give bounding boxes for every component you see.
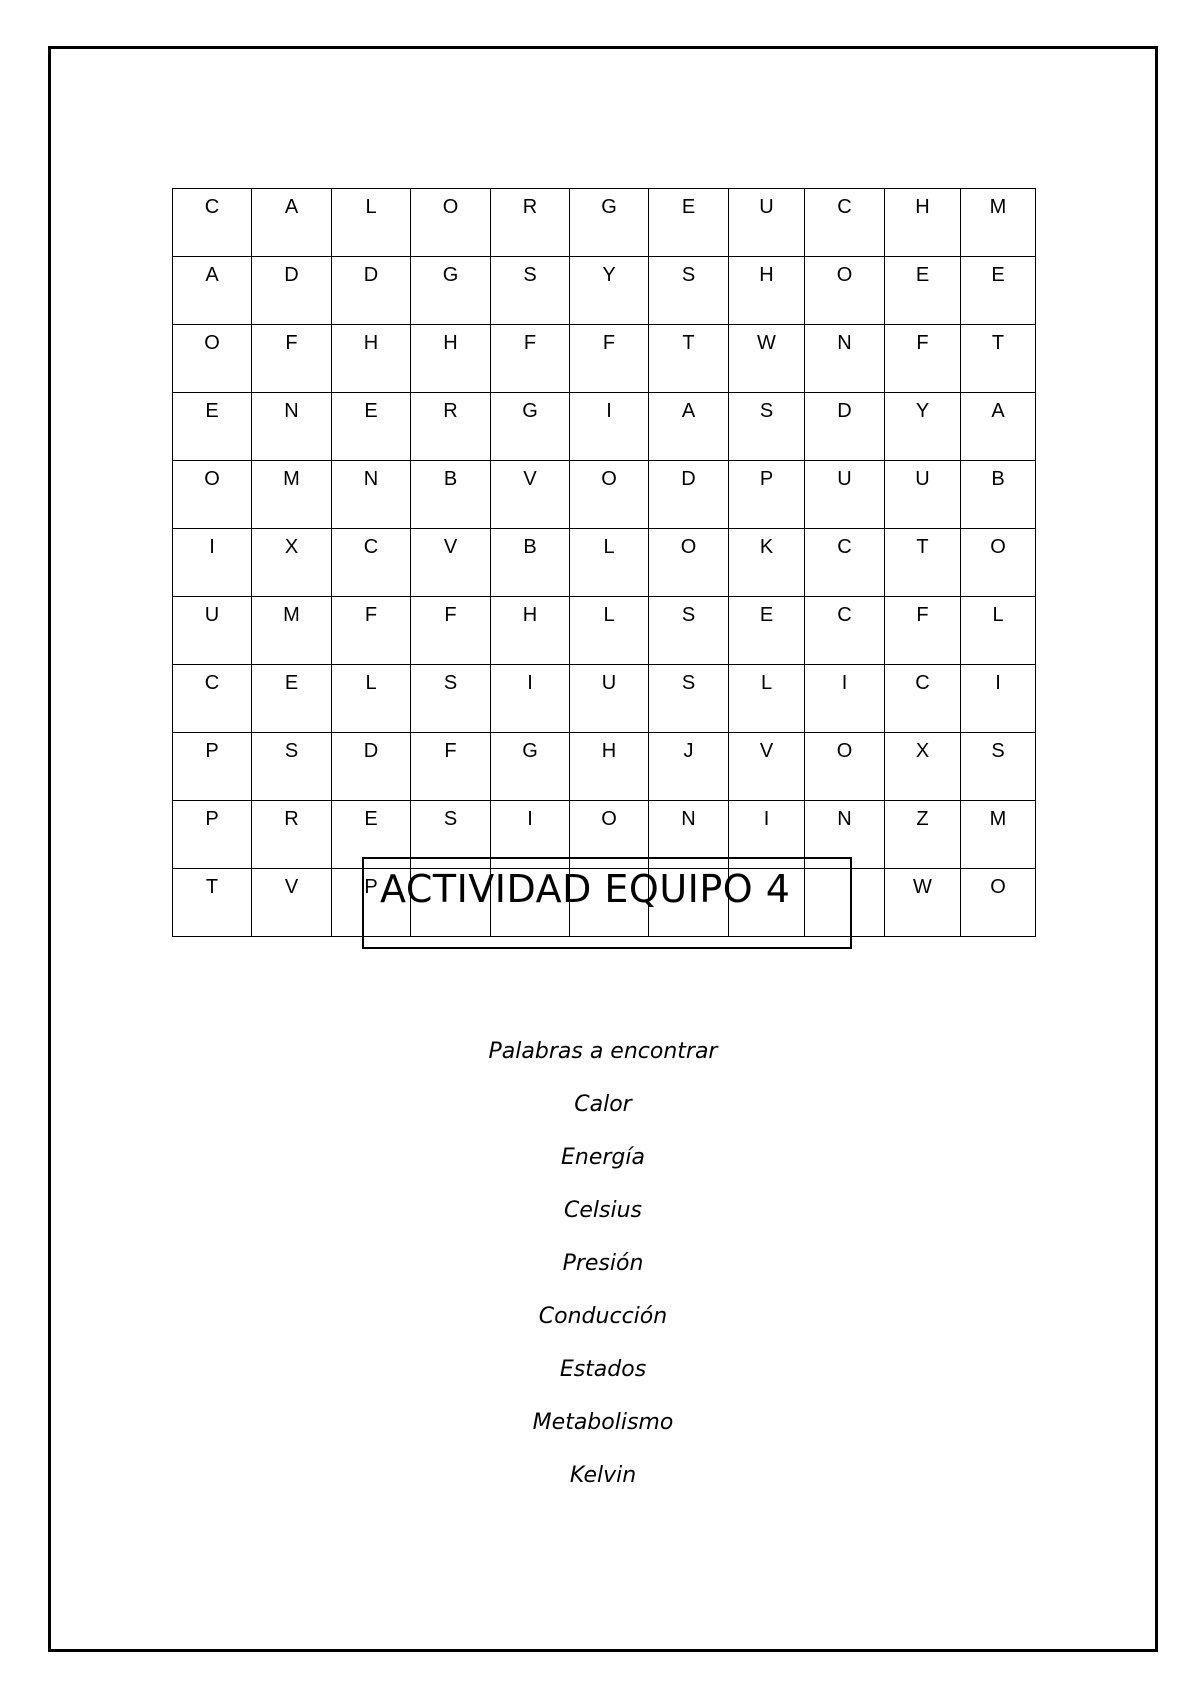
- grid-letter: C: [915, 672, 930, 694]
- grid-letter: F: [916, 332, 929, 354]
- grid-cell: [252, 257, 332, 325]
- grid-letter: T: [682, 332, 695, 354]
- grid-letter: P: [205, 808, 219, 830]
- grid-cell: [729, 665, 805, 733]
- grid-letter: O: [990, 536, 1006, 558]
- grid-cell: [885, 189, 961, 257]
- grid-letter: H: [759, 264, 774, 286]
- grid-letter: O: [601, 808, 617, 830]
- grid-letter: S: [284, 740, 299, 762]
- grid-cell: [885, 801, 961, 869]
- grid-cell: [411, 189, 491, 257]
- grid-letter: O: [990, 876, 1006, 898]
- grid-letter: U: [837, 468, 852, 490]
- grid-letter: N: [284, 400, 299, 422]
- grid-cell: [173, 529, 252, 597]
- grid-letter: F: [364, 604, 378, 626]
- grid-letter: L: [992, 604, 1004, 626]
- grid-letter: E: [364, 808, 378, 830]
- grid-cell: [411, 529, 491, 597]
- grid-cell: [885, 393, 961, 461]
- grid-letter: L: [603, 604, 615, 626]
- grid-cell: [570, 597, 649, 665]
- grid-cell: [411, 257, 491, 325]
- word-item: Calor: [574, 1092, 632, 1117]
- grid-letter: P: [759, 468, 774, 490]
- word-item: Estados: [559, 1357, 647, 1382]
- grid-cell: [173, 393, 252, 461]
- word-item: Kelvin: [569, 1463, 637, 1488]
- grid-letter: R: [522, 196, 538, 218]
- grid-cell: [885, 461, 961, 529]
- grid-cell: [805, 325, 885, 393]
- grid-cell: [332, 257, 411, 325]
- grid-letter: L: [760, 672, 773, 694]
- grid-cell: [961, 665, 1036, 733]
- grid-letter: I: [606, 400, 612, 422]
- grid-cell: [570, 393, 649, 461]
- grid-letter: S: [681, 672, 696, 694]
- grid-cell: [332, 393, 411, 461]
- grid-cell: [961, 257, 1036, 325]
- grid-letter: G: [442, 264, 459, 286]
- grid-row: [173, 461, 1036, 529]
- grid-cell: [491, 529, 570, 597]
- grid-cell: [252, 393, 332, 461]
- grid-cell: [649, 393, 729, 461]
- grid-cell: [805, 597, 885, 665]
- grid-cell: [649, 733, 729, 801]
- grid-row: [173, 665, 1036, 733]
- grid-cell: [961, 393, 1036, 461]
- grid-letter: L: [365, 196, 377, 218]
- grid-cell: [411, 665, 491, 733]
- grid-cell: [252, 461, 332, 529]
- grid-letter: I: [527, 672, 533, 694]
- grid-cell: [491, 189, 570, 257]
- grid-cell: [570, 461, 649, 529]
- grid-letter: D: [837, 400, 852, 422]
- grid-cell: [729, 597, 805, 665]
- grid-letter: E: [991, 264, 1005, 286]
- grid-cell: [885, 597, 961, 665]
- grid-cell: [885, 665, 961, 733]
- grid-cell: [411, 325, 491, 393]
- grid-letter: H: [443, 332, 458, 354]
- grid-cell: [961, 801, 1036, 869]
- grid-letter: C: [837, 196, 852, 218]
- grid-letter: S: [443, 672, 458, 694]
- grid-letter: M: [989, 808, 1007, 830]
- grid-letter: G: [601, 196, 617, 218]
- grid-letter: O: [601, 468, 617, 490]
- grid-letter: S: [523, 264, 537, 286]
- grid-letter: C: [837, 604, 852, 626]
- grid-cell: [491, 393, 570, 461]
- grid-letter: V: [523, 468, 537, 490]
- grid-letter: E: [759, 604, 774, 626]
- grid-letter: E: [915, 264, 930, 286]
- grid-cell: [491, 597, 570, 665]
- grid-letter: E: [364, 400, 378, 422]
- grid-letter: B: [991, 468, 1005, 490]
- grid-letter: Y: [602, 264, 616, 286]
- grid-cell: [729, 461, 805, 529]
- grid-cell: [649, 597, 729, 665]
- grid-letter: C: [204, 196, 220, 218]
- grid-letter: N: [681, 808, 696, 830]
- grid-cell: [649, 189, 729, 257]
- grid-letter: O: [204, 468, 220, 490]
- grid-cell: [805, 189, 885, 257]
- word-item: Conducción: [538, 1304, 668, 1329]
- grid-letter: O: [442, 196, 459, 218]
- word-list: [0, 1037, 1200, 1514]
- grid-letter: E: [681, 196, 696, 218]
- grid-letter: J: [683, 740, 694, 762]
- grid-row: [173, 733, 1036, 801]
- grid-cell: [173, 325, 252, 393]
- grid-letter: R: [443, 400, 458, 422]
- grid-letter: B: [523, 536, 537, 558]
- grid-cell: [570, 325, 649, 393]
- grid-cell: [252, 733, 332, 801]
- grid-letter: W: [757, 332, 776, 354]
- grid-letter: H: [363, 332, 379, 354]
- grid-cell: [491, 665, 570, 733]
- grid-cell: [729, 189, 805, 257]
- word-item: Metabolismo: [532, 1410, 674, 1435]
- grid-cell: [252, 529, 332, 597]
- grid-cell: [961, 325, 1036, 393]
- grid-row: [173, 325, 1036, 393]
- word-item: Celsius: [564, 1198, 642, 1223]
- grid-cell: [252, 597, 332, 665]
- grid-row: [173, 393, 1036, 461]
- grid-cell: [885, 869, 961, 937]
- grid-cell: [729, 733, 805, 801]
- grid-cell: [570, 189, 649, 257]
- grid-letter: U: [759, 196, 774, 218]
- grid-cell: [173, 801, 252, 869]
- grid-cell: [961, 597, 1036, 665]
- grid-letter: L: [365, 672, 377, 694]
- grid-letter: F: [602, 332, 616, 354]
- grid-letter: H: [522, 604, 538, 626]
- grid-letter: F: [444, 604, 457, 626]
- grid-letter: D: [284, 264, 299, 286]
- grid-letter: I: [995, 672, 1001, 694]
- grid-cell: [332, 665, 411, 733]
- grid-letter: P: [364, 876, 378, 898]
- grid-cell: [173, 189, 252, 257]
- grid-letter: E: [205, 400, 219, 422]
- grid-cell: [332, 529, 411, 597]
- grid-letter: T: [205, 876, 219, 898]
- grid-letter: V: [759, 740, 774, 762]
- grid-cell: [649, 665, 729, 733]
- grid-letter: U: [601, 672, 617, 694]
- grid-letter: D: [363, 264, 379, 286]
- grid-cell: [173, 257, 252, 325]
- grid-cell: [805, 529, 885, 597]
- grid-cell: [173, 461, 252, 529]
- grid-cell: [570, 733, 649, 801]
- grid-letter: M: [283, 468, 300, 490]
- grid-cell: [570, 665, 649, 733]
- grid-cell: [805, 733, 885, 801]
- grid-letter: H: [601, 740, 617, 762]
- grid-row: [173, 529, 1036, 597]
- grid-letter: A: [681, 400, 696, 422]
- word-search-grid: [172, 188, 1036, 937]
- grid-letter: U: [915, 468, 930, 490]
- grid-cell: [252, 665, 332, 733]
- grid-letter: I: [209, 536, 215, 558]
- grid-letter: S: [759, 400, 774, 422]
- grid-cell: [570, 529, 649, 597]
- grid-letter: X: [915, 740, 930, 762]
- activity-title: ACTIVIDAD EQUIPO 4: [380, 867, 791, 911]
- grid-cell: [649, 257, 729, 325]
- grid-cell: [252, 801, 332, 869]
- grid-letter: I: [841, 672, 848, 694]
- grid-letter: S: [681, 604, 696, 626]
- grid-letter: E: [284, 672, 299, 694]
- grid-row: [173, 597, 1036, 665]
- grid-letter: V: [284, 876, 299, 898]
- grid-cell: [570, 257, 649, 325]
- grid-cell: [332, 325, 411, 393]
- grid-letter: B: [443, 468, 458, 490]
- grid-cell: [885, 325, 961, 393]
- grid-cell: [491, 733, 570, 801]
- grid-cell: [729, 257, 805, 325]
- grid-letter: F: [916, 604, 929, 626]
- grid-letter: K: [759, 536, 774, 558]
- grid-cell: [332, 189, 411, 257]
- grid-letter: S: [991, 740, 1005, 762]
- grid-cell: [649, 325, 729, 393]
- grid-cell: [332, 461, 411, 529]
- grid-cell: [411, 733, 491, 801]
- grid-letter: S: [443, 808, 458, 830]
- grid-letter: H: [915, 196, 930, 218]
- grid-letter: I: [527, 808, 533, 830]
- grid-letter: D: [363, 740, 379, 762]
- grid-cell: [885, 257, 961, 325]
- grid-cell: [961, 733, 1036, 801]
- grid-cell: [252, 189, 332, 257]
- grid-letter: F: [285, 332, 298, 354]
- grid-cell: [885, 529, 961, 597]
- grid-letter: T: [916, 536, 929, 558]
- grid-letter: W: [913, 876, 932, 898]
- grid-letter: P: [205, 740, 219, 762]
- grid-letter: M: [989, 196, 1007, 218]
- grid-letter: V: [443, 536, 458, 558]
- grid-row: [173, 189, 1036, 257]
- grid-letter: Y: [915, 400, 930, 422]
- grid-letter: F: [523, 332, 537, 354]
- grid-letter: C: [204, 672, 220, 694]
- word-item: Energía: [561, 1145, 645, 1170]
- grid-letter: N: [837, 808, 852, 830]
- grid-letter: A: [991, 400, 1005, 422]
- grid-letter: G: [522, 400, 538, 422]
- grid-letter: C: [837, 536, 852, 558]
- grid-cell: [332, 597, 411, 665]
- grid-cell: [961, 461, 1036, 529]
- grid-letter: A: [205, 264, 219, 286]
- grid-letter: U: [204, 604, 220, 626]
- grid-cell: [805, 393, 885, 461]
- grid-cell: [491, 325, 570, 393]
- grid-cell: [961, 869, 1036, 937]
- grid-cell: [411, 461, 491, 529]
- grid-letter: L: [603, 536, 615, 558]
- grid-cell: [173, 665, 252, 733]
- grid-cell: [411, 597, 491, 665]
- grid-cell: [332, 733, 411, 801]
- grid-cell: [649, 461, 729, 529]
- grid-cell: [173, 733, 252, 801]
- grid-letter: N: [837, 332, 852, 354]
- word-item: Presión: [562, 1251, 644, 1276]
- grid-cell: [961, 529, 1036, 597]
- grid-letter: G: [522, 740, 538, 762]
- grid-letter: X: [284, 536, 299, 558]
- grid-cell: [252, 869, 332, 937]
- grid-letter: O: [836, 264, 853, 286]
- grid-cell: [173, 869, 252, 937]
- grid-cell: [961, 189, 1036, 257]
- grid-letter: A: [284, 196, 299, 218]
- grid-letter: T: [991, 332, 1005, 354]
- grid-letter: C: [363, 536, 379, 558]
- grid-row: [173, 257, 1036, 325]
- grid-letter: M: [283, 604, 300, 626]
- grid-letter: Z: [916, 808, 929, 830]
- grid-cell: [729, 325, 805, 393]
- grid-cell: [411, 393, 491, 461]
- grid-cell: [649, 529, 729, 597]
- word-list-heading: Palabras a encontrar: [488, 1039, 718, 1064]
- grid-letter: O: [836, 740, 853, 762]
- grid-letter: O: [680, 536, 697, 558]
- grid-letter: O: [204, 332, 220, 354]
- grid-cell: [252, 325, 332, 393]
- grid-cell: [491, 257, 570, 325]
- grid-cell: [805, 461, 885, 529]
- grid-letter: S: [681, 264, 696, 286]
- grid-cell: [729, 393, 805, 461]
- grid-letter: R: [284, 808, 299, 830]
- grid-letter: I: [763, 808, 770, 830]
- grid-cell: [885, 733, 961, 801]
- grid-letter: N: [363, 468, 379, 490]
- grid-letter: F: [444, 740, 457, 762]
- grid-cell: [729, 529, 805, 597]
- grid-cell: [805, 257, 885, 325]
- grid-cell: [173, 597, 252, 665]
- grid-cell: [491, 461, 570, 529]
- grid-cell: [805, 665, 885, 733]
- grid-letter: D: [681, 468, 696, 490]
